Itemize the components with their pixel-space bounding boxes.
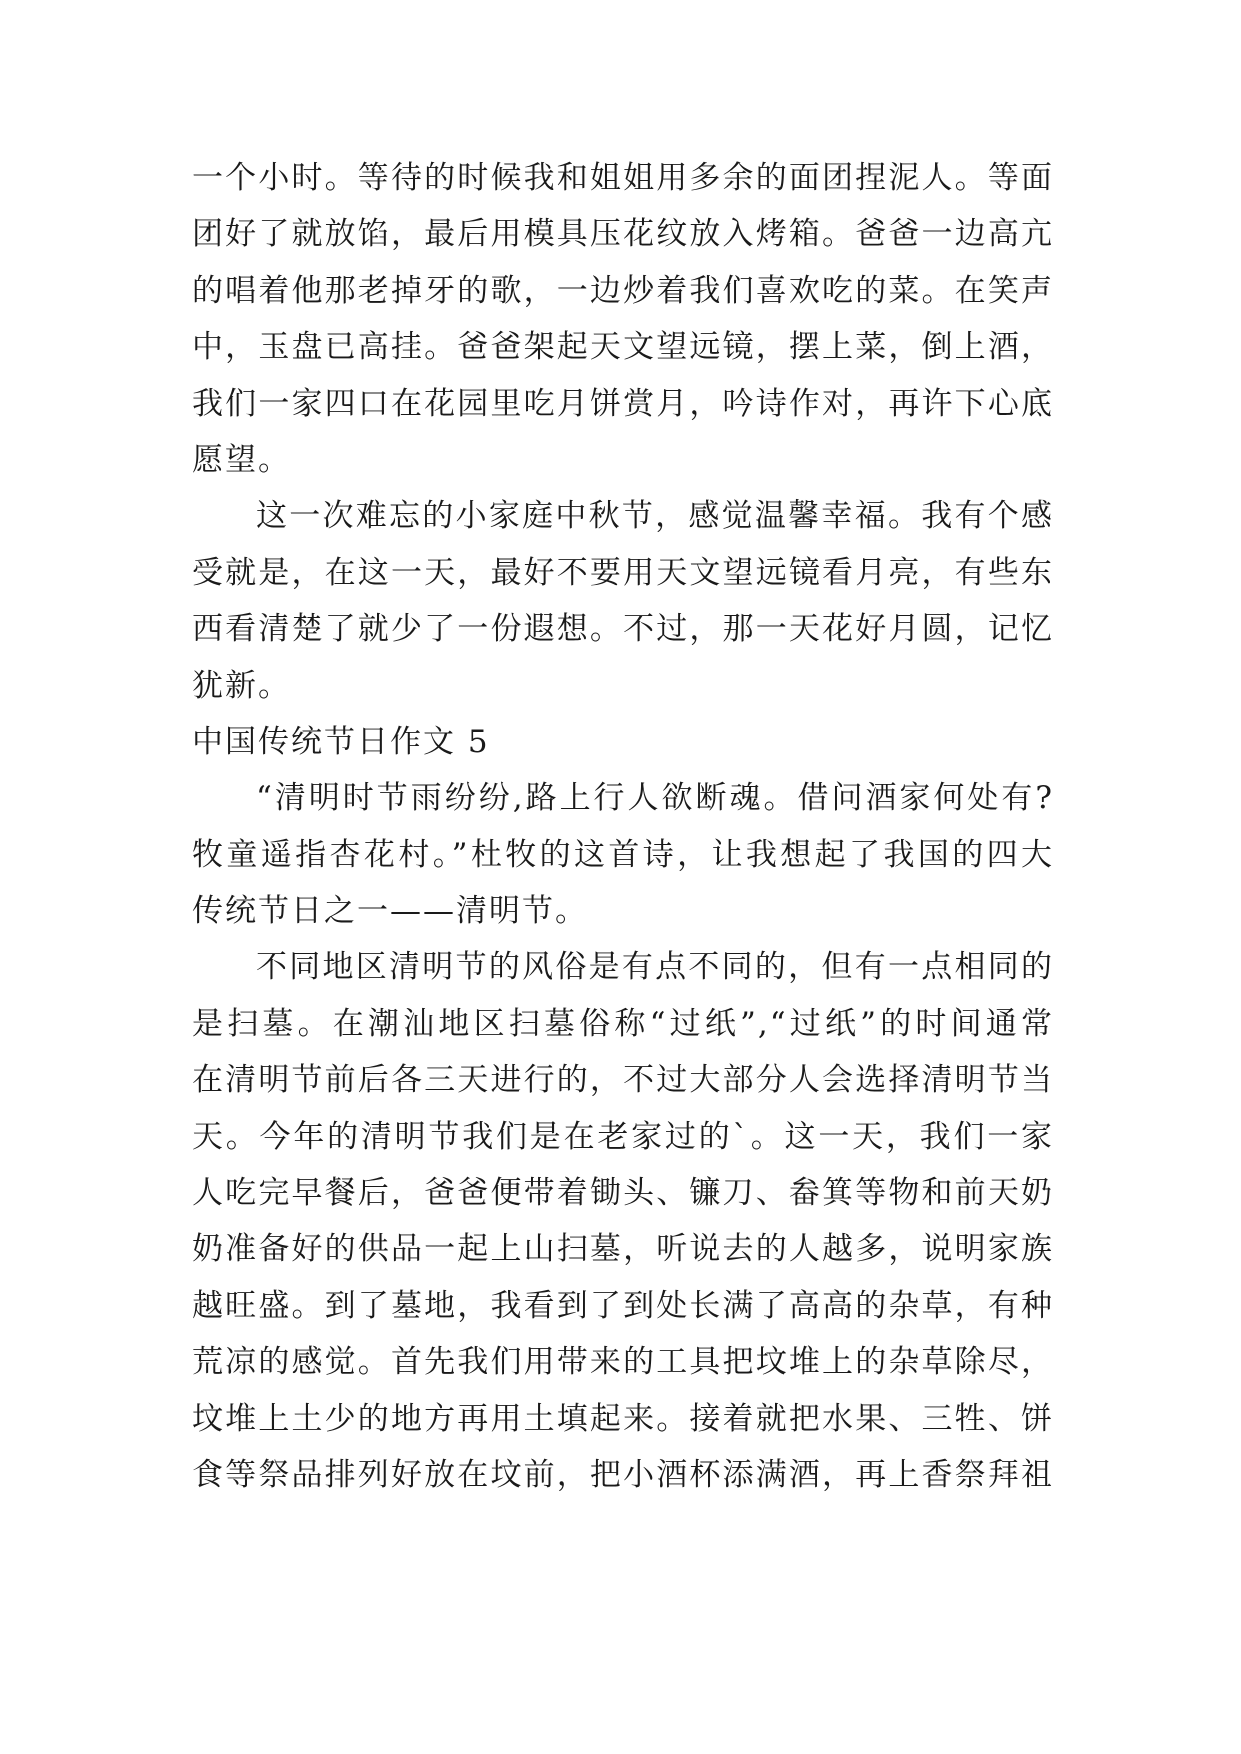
paragraph — [192, 939, 1054, 1503]
text-line: 天。今年的清明节我们是在老家过的`。这一天，我们一家 — [192, 1118, 1054, 1155]
text-line: 团好了就放馅，最后用模具压花纹放入烤箱。爸爸一边高亢 — [192, 216, 1054, 253]
text-line: 传统节日之一——清明节。 — [192, 893, 588, 930]
text-line: 荒凉的感觉。首先我们用带来的工具把坟堆上的杂草除尽， — [192, 1344, 1054, 1381]
paragraph — [192, 150, 1054, 488]
text-line: 中国传统节日作文 5 — [192, 723, 490, 760]
text-line: 食等祭品排列好放在坟前，把小酒杯添满酒，再上香祭拜祖 — [192, 1456, 1054, 1493]
document-body — [192, 150, 1054, 1503]
text-line: “清明时节雨纷纷,路上行人欲断魂。借问酒家何处有? — [256, 780, 1054, 817]
paragraph — [192, 488, 1054, 714]
text-line: 在清明节前后各三天进行的，不过大部分人会选择清明节当 — [192, 1062, 1054, 1099]
text-line: 愿望。 — [192, 441, 291, 478]
text-line: 犹新。 — [192, 667, 291, 704]
paragraph — [192, 770, 1054, 939]
text-line: 不同地区清明节的风俗是有点不同的，但有一点相同的 — [256, 949, 1054, 986]
text-line: 的唱着他那老掉牙的歌，一边炒着我们喜欢吃的菜。在笑声 — [192, 272, 1054, 309]
text-line: 一个小时。等待的时候我和姐姐用多余的面团捏泥人。等面 — [192, 160, 1054, 196]
text-line: 受就是，在这一天，最好不要用天文望远镜看月亮，有些东 — [192, 554, 1054, 591]
text-line: 坟堆上土少的地方再用土填起来。接着就把水果、三牲、饼 — [192, 1400, 1054, 1437]
text-line: 是扫墓。在潮汕地区扫墓俗称“过纸”,“过纸”的时间通常 — [192, 1005, 1054, 1042]
text-line: 我们一家四口在花园里吃月饼赏月，吟诗作对，再许下心底 — [192, 385, 1054, 422]
text-line: 牧童遥指杏花村。”杜牧的这首诗，让我想起了我国的四大 — [192, 836, 1054, 873]
text-line: 这一次难忘的小家庭中秋节，感觉温馨幸福。我有个感 — [256, 498, 1054, 535]
text-line: 西看清楚了就少了一份遐想。不过，那一天花好月圆，记忆 — [192, 611, 1054, 648]
section-heading — [192, 714, 1054, 770]
text-line: 中，玉盘已高挂。爸爸架起天文望远镜，摆上菜，倒上酒， — [192, 329, 1054, 366]
text-line: 越旺盛。到了墓地，我看到了到处长满了高高的杂草，有种 — [192, 1287, 1054, 1324]
text-line: 奶准备好的供品一起上山扫墓，听说去的人越多，说明家族 — [192, 1231, 1054, 1268]
text-line: 人吃完早餐后，爸爸便带着锄头、镰刀、畚箕等物和前天奶 — [192, 1175, 1054, 1212]
